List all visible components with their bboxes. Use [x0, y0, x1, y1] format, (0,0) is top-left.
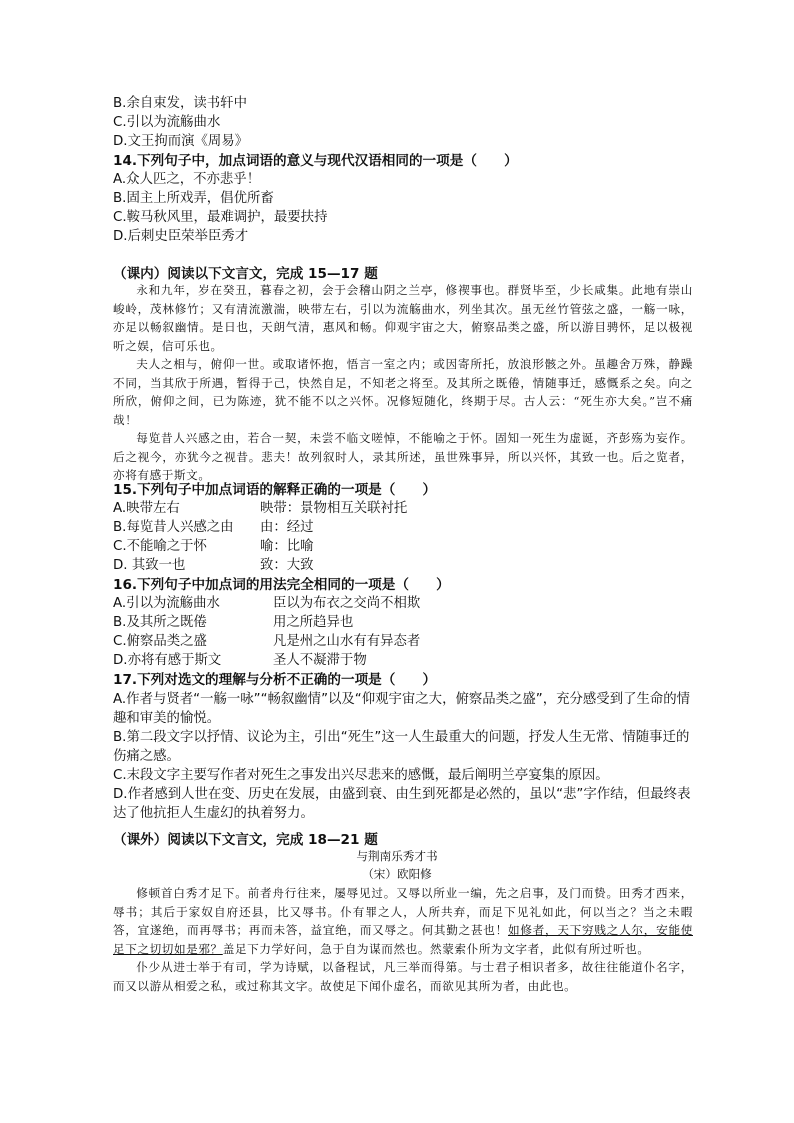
q16-sentence-right: 臣以为布衣之交尚不相欺 — [273, 596, 421, 611]
classical-passage-lanting — [113, 281, 693, 485]
q16-stem: 16.下列句子中加点词的用法完全相同的一项是（ ） — [113, 577, 450, 593]
q15-sentence: C.不能喻之于怀 — [113, 539, 207, 554]
q15-explanation: 喻：比喻 — [260, 539, 314, 554]
letter-text: 修顿首白秀才足下。前者舟行往来，屡辱见过。又辱以所业一编，先之启事，及门而贽。田秀才西来，辱书；其后于家奴自府还县，比又辱书。仆有罪之人，人所共弃，而足下见礼如此，何以当之？当之未暇答，宜遂绝，而再辱书；再而未答，益宜绝，而又辱之。何其勤之甚也！ — [113, 886, 693, 937]
passage-paragraph: 每览昔人兴感之由，若合一契，未尝不临文嗟悼，不能喻之于怀。固知一死生为虚诞，齐彭殇为妄作。后之视今，亦犹今之视昔。悲夫！故列叙时人，录其所述，虽世殊事异，所以兴怀，其致一也。后之览者，亦将有感于斯文。 — [113, 431, 693, 482]
q13-option-c: C.引以为流觞曲水 — [113, 115, 221, 130]
q17-option-a: A.作者与贤者“一觞一咏”“畅叙幽情”以及“仰观宇宙之大，俯察品类之盛”，充分感受到了生命的情趣和审美的愉悦。 — [113, 692, 691, 726]
q16-row-a — [113, 595, 420, 613]
passage-title: 与荆南乐秀才书 — [356, 849, 438, 863]
q15-explanation: 由：经过 — [260, 520, 314, 535]
q14-stem: 14.下列句子中，加点词语的意义与现代汉语相同的一项是（ ） — [113, 153, 518, 169]
q16-sentence-right: 用之所趋异也 — [273, 615, 354, 630]
q16-sentence-left: B.及其所之既倦 — [113, 615, 207, 630]
passage-paragraph: 仆少从进士举于有司，学为诗赋，以备程试，凡三举而得第。与士君子相识者多，故往往能道仆名字，而又以游从相爱之私，或过称其文字。故使足下闻仆虚名，而欲见其所为者，由此也。 — [113, 960, 693, 993]
q17-option-d: D.作者感到人世在变、历史在发展，由盛到衰、由生到死都是必然的，虽以“悲”字作结，但最终表达了他抗拒人生虚幻的执着努力。 — [113, 787, 691, 821]
passage-paragraph — [113, 884, 693, 958]
q15-sentence: A.映带左右 — [113, 501, 180, 516]
q15-row-b — [113, 519, 314, 537]
q16-row-c — [113, 633, 420, 651]
q14-option-d: D.后刺史臣荣举臣秀才 — [113, 229, 249, 244]
q14-option-c: C.鞍马秋风里，最难调护，最要扶持 — [113, 210, 328, 225]
classical-passage-letter — [113, 884, 693, 995]
q16-sentence-left: A.引以为流觞曲水 — [113, 596, 220, 611]
q16-sentence-right: 圣人不凝滞于物 — [273, 653, 367, 668]
q15-sentence: D. 其致一也 — [113, 558, 186, 573]
q15-explanation: 映带：景物相互关联衬托 — [260, 501, 408, 516]
passage-author: （宋）欧阳修 — [362, 867, 432, 881]
q16-row-b — [113, 614, 353, 632]
q17-option-c: C.末段文字主要写作者对死生之事发出兴尽悲来的感慨，最后阐明兰亭宴集的原因。 — [113, 768, 609, 783]
section-heading-extracurricular: （课外）阅读以下文言文，完成 18—21 题 — [113, 832, 378, 848]
q17-option-b: B.第二段文字以抒情、议论为主，引出“死生”这一人生最重大的问题，抒发人生无常、情随事迁的伤痛之感。 — [113, 730, 690, 764]
q17-stem: 17.下列对选文的理解与分析不正确的一项是（ ） — [113, 672, 437, 688]
q15-row-c — [113, 538, 314, 556]
q16-sentence-right: 凡是州之山水有有异态者 — [273, 634, 421, 649]
letter-text: 盖足下力学好问，急于自为谋而然也。然蒙索仆所为文字者，此似有所过听也。 — [222, 941, 650, 956]
q14-option-b: B.固主上所戏弄，倡优所畜 — [113, 191, 274, 206]
q15-row-d — [113, 557, 314, 575]
underlined-sentence: 如修者，天下穷贱之人尔，安能使足下之切切如是邪？ — [113, 923, 693, 956]
passage-paragraph: 永和九年，岁在癸丑，暮春之初，会于会稽山阴之兰亭，修禊事也。群贤毕至，少长咸集。此地有崇山峻岭，茂林修竹；又有清流激湍，映带左右，引以为流觞曲水，列坐其次。虽无丝竹管弦之盛，一觞一咏，亦足以畅叙幽情。是日也，天朗气清，惠风和畅。仰观宇宙之大，俯察品类之盛，所以游目骋怀，足以极视听之娱，信可乐也。 — [113, 283, 693, 353]
q14-option-a: A.众人匹之，不亦悲乎！ — [113, 172, 261, 187]
q16-row-d — [113, 652, 367, 670]
section-heading-inclass: （课内）阅读以下文言文，完成 15—17 题 — [113, 266, 378, 282]
q15-sentence: B.每览昔人兴感之由 — [113, 520, 234, 535]
q15-stem: 15.下列句子中加点词语的解释正确的一项是（ ） — [113, 482, 437, 498]
q13-option-d: D.文王拘而演《周易》 — [113, 134, 249, 149]
q15-explanation: 致：大致 — [260, 558, 314, 573]
q16-sentence-left: C.俯察品类之盛 — [113, 634, 207, 649]
q13-option-b: B.余自束发，读书轩中 — [113, 96, 247, 111]
q16-sentence-left: D.亦将有感于斯文 — [113, 653, 222, 668]
passage-paragraph: 夫人之相与，俯仰一世。或取诸怀抱，悟言一室之内；或因寄所托，放浪形骸之外。虽趣舍万殊，静躁不同，当其欣于所遇，暂得于己，快然自足，不知老之将至。及其所之既倦，情随事迁，感慨系之矣。向之所欣，俯仰之间，已为陈迹，犹不能不以之兴怀。况修短随化，终期于尽。古人云：“死生亦大矣。”岂不痛哉！ — [113, 357, 693, 427]
q15-row-a — [113, 500, 407, 518]
